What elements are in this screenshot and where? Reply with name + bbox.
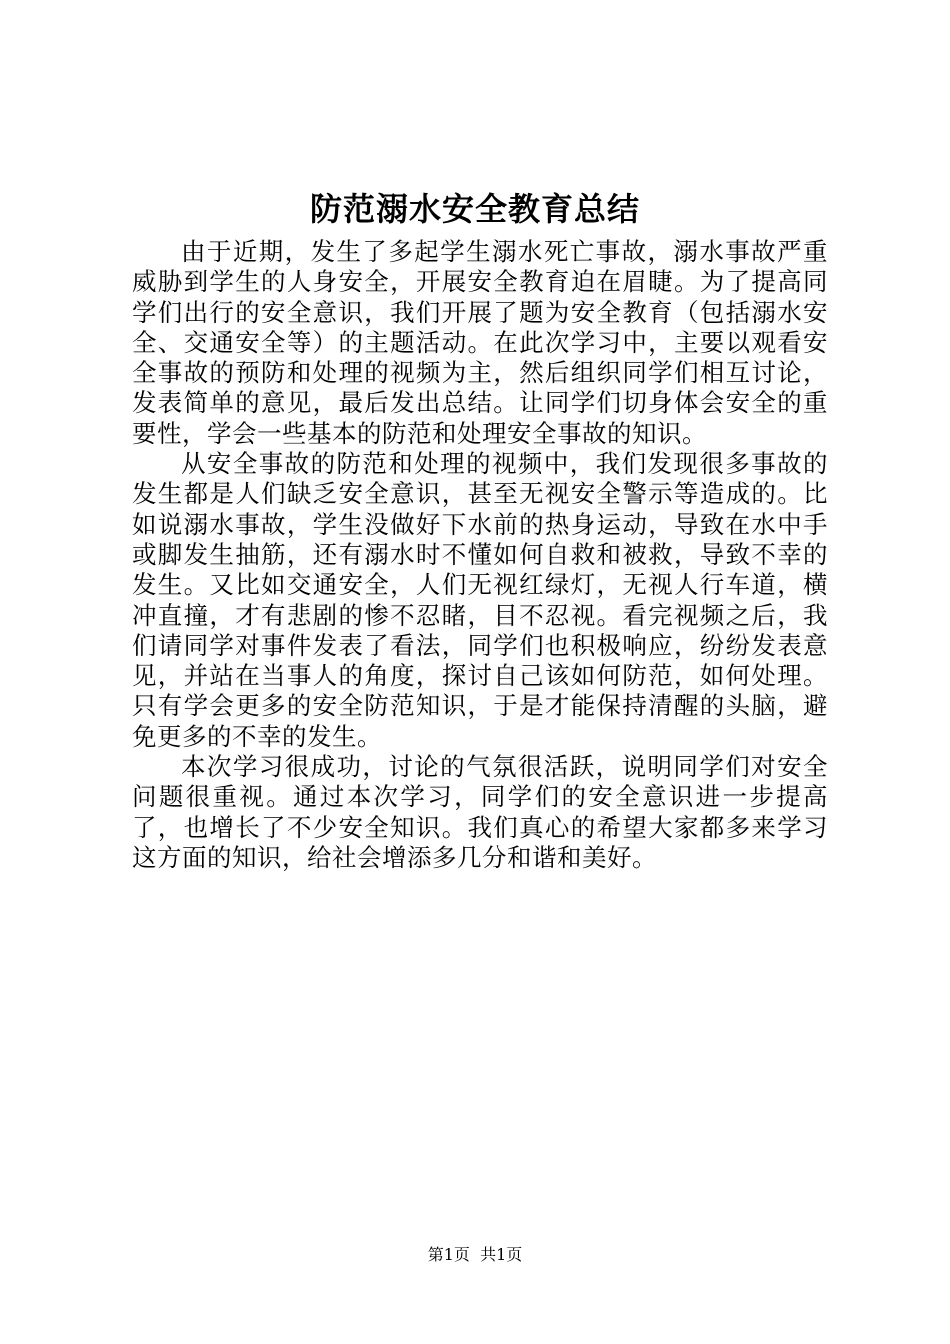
document-body — [132, 237, 828, 873]
page-number-label: 第1页 共1页 — [427, 1245, 523, 1264]
paragraph-3: 本次学习很成功，讨论的气氛很活跃，说明同学们对安全问题很重视。通过本次学习，同学们的安全意识进一步提高了，也增长了不少安全知识。我们真心的希望大家都多来学习这方面的知识，给社会增添多几分和谐和美好。 — [132, 752, 828, 872]
paragraph-1: 由于近期，发生了多起学生溺水死亡事故，溺水事故严重威胁到学生的人身安全，开展安全教育迫在眉睫。为了提高同学们出行的安全意识，我们开展了题为安全教育（包括溺水安全、交通安全等）的主题活动。在此次学习中，主要以观看安全事故的预防和处理的视频为主，然后组织同学们相互讨论，发表简单的意见，最后发出总结。让同学们切身体会安全的重要性，学会一些基本的防范和处理安全事故的知识。 — [132, 237, 828, 448]
paragraph-2: 从安全事故的防范和处理的视频中，我们发现很多事故的发生都是人们缺乏安全意识，甚至无视安全警示等造成的。比如说溺水事故，学生没做好下水前的热身运动，导致在水中手或脚发生抽筋，还有溺水时不懂如何自救和被救，导致不幸的发生。又比如交通安全，人们无视红绿灯，无视人行车道，横冲直撞，才有悲剧的惨不忍睹，目不忍视。看完视频之后，我们请同学对事件发表了看法，同学们也积极响应，纷纷发表意见，并站在当事人的角度，探讨自己该如何防范，如何处理。只有学会更多的安全防范知识，于是才能保持清醒的头脑，避免更多的不幸的发生。 — [132, 449, 828, 751]
document-title: 防范溺水安全教育总结 — [309, 190, 640, 228]
page-footer — [0, 1244, 950, 1266]
